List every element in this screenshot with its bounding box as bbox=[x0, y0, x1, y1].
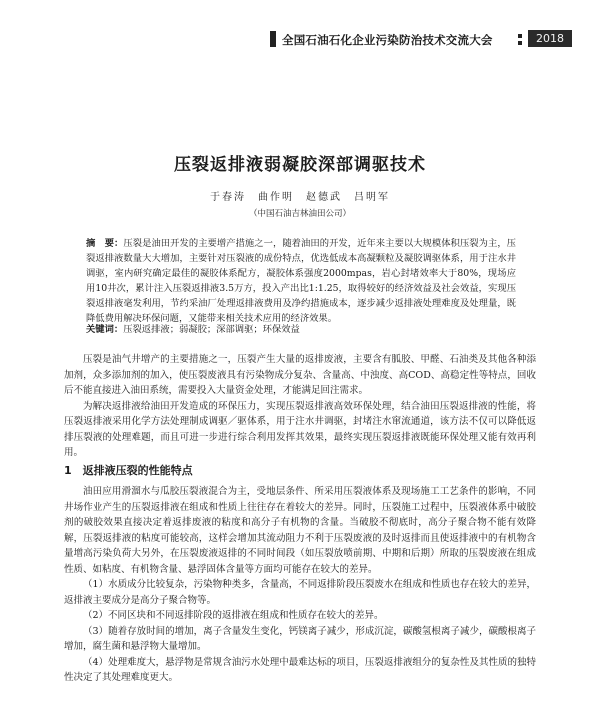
conference-name: 全国石油石化企业污染防治技术交流大会 bbox=[282, 33, 493, 47]
header-square-mark bbox=[518, 41, 522, 45]
intro-paragraph: 压裂是油气井增产的主要措施之一，压裂产生大量的返排废液，主要含有胍胶、甲醛、石油类及其他各种添加剂，众多添加剂的加入，使压裂废液具有污染物成分复杂、含量高、中浊度、高COD、高稳定性等特点，回收后不能直接进入油田系统，需要投入大量资金处理，才能满足回注需求。 bbox=[64, 354, 536, 396]
running-header bbox=[270, 30, 576, 50]
list-item: （2）不同区块和不同返排阶段的返排液在组成和性质存在较大的差异。 bbox=[83, 610, 384, 621]
paper-title: 压裂返排液弱凝胶深部调驱技术 bbox=[174, 155, 426, 175]
header-square-mark bbox=[518, 34, 522, 38]
header-bar-mark bbox=[270, 31, 276, 47]
section-heading: 1 返排液压裂的性能特点 bbox=[64, 464, 193, 477]
abstract bbox=[86, 236, 516, 326]
characteristics-list bbox=[64, 577, 536, 686]
abstract-label: 摘 要： bbox=[86, 238, 124, 249]
abstract-text: 压裂是油田开发的主要增产措施之一，随着油田的开发，近年来主要以大规模体积压裂为主，压裂返排液数量大大增加，主要针对压裂液的成份特点，优选低成本高凝颗粒及凝胶调驱体系，用于注水井调驱，室内研究确定最佳的凝胶体系配方，凝胶体系强度2000mpas，岩心封堵效率大于80%，现场应用10井次，累计注入压裂返排液3.5万方，投入产出比1:1.25，取得较好的经济效益及社会效益，实现压裂返排液毫发利用，节约采油厂处理返排液费用及净约措施成本，逐步减少返排液处理难度及处理量，既降低费用解决环保问题，又能带来相关技术应用的经济效果。 bbox=[86, 238, 516, 324]
keywords-text: 压裂返排液；弱凝胶；深部调驱；环保效益 bbox=[123, 324, 300, 335]
list-item: （3）随着存放时间的增加，离子含量发生变化，钙镁离子减少，形成沉淀，碳酸氢根离子减少，碳酸根离子增加，腐生菌和悬浮物大量增加。 bbox=[64, 625, 536, 652]
keywords bbox=[86, 322, 516, 337]
list-item: （1）水质成分比较复杂，污染物种类多，含量高，不同返排阶段压裂废水在组成和性质也存在较大的差异，返排液主要成分是高分子聚合物等。 bbox=[64, 579, 536, 606]
list-item: （4）处理难度大，悬浮物是常规含油污水处理中最难达标的项目，压裂返排液组分的复杂性及其性质的独特性决定了其处理难度更大。 bbox=[64, 656, 536, 683]
introduction bbox=[64, 352, 536, 461]
section-1-body bbox=[64, 484, 536, 686]
conference-year: 2018 bbox=[528, 30, 572, 47]
affiliation: （中国石油吉林油田公司） bbox=[248, 209, 351, 219]
intro-paragraph: 为解决返排液给油田开发造成的环保压力，实现压裂返排液高效环保处理，结合油田压裂返排液的性能，将压裂返排液采用化学方法处理制成调驱／驱体系，用于注水井调驱，封堵注水窜流通道，该方法不仅可以降低返排压裂液的处理难题，而且可进一步进行综合利用发挥其效果，最终实现压裂返排液既能环保处理又能有效再利用。 bbox=[64, 400, 536, 458]
section-paragraph: 油田应用滑溜水与瓜胶压裂液混合为主，受地层条件、所采用压裂液体系及现场施工工艺条件的影响，不同井场作业产生的压裂返排液在组成和性质上往往存在着较大的差异。同时，压裂施工过程中，压裂液体系中破胶剂的破胶效果直接决定着返排废液的粘度和高分子有机物的含量。当破胶不彻底时，高分子聚合物不能有效降解，压裂返排液的粘度可能较高，这样会增加其流动阻力不利于压裂废液的及时返排而且使返排液中的有机物含量增高污染负荷大另外，在压裂废液返排的不同时间段（如压裂放喷前期、中期和后期）所取的压裂废液在组成性质、如粘度、有机物含量、悬浮固体含量等方面均可能存在较大的差异。 bbox=[64, 486, 536, 575]
keywords-label: 关键词： bbox=[86, 324, 124, 335]
authors: 于春涛 曲作明 赵德武 吕明军 bbox=[210, 192, 390, 203]
